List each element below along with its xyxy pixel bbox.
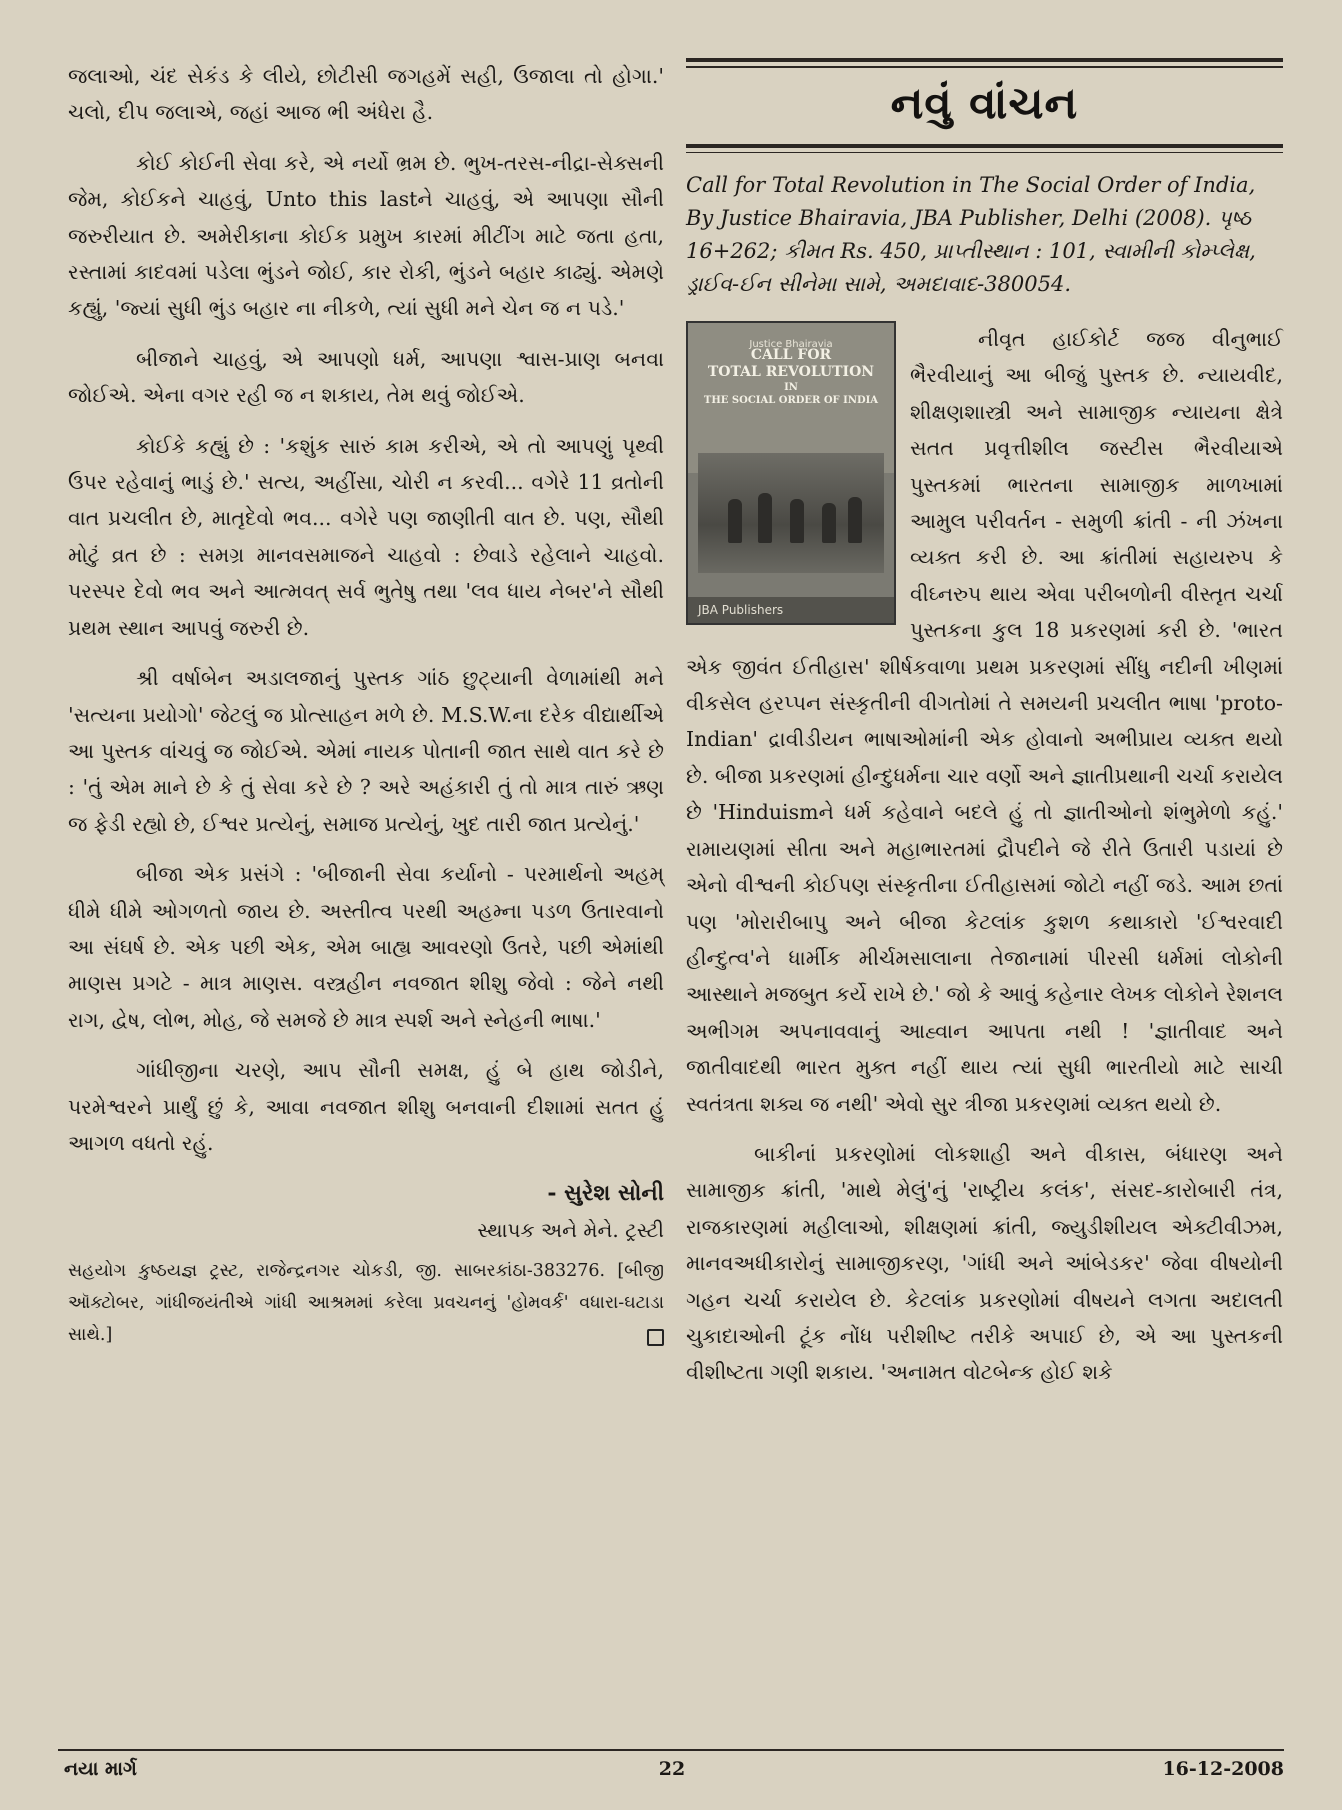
- cover-title-line: THE SOCIAL ORDER OF INDIA: [703, 395, 879, 406]
- cover-title-line: TOTAL REVOLUTION: [707, 364, 875, 380]
- author-signature: - સુરેશ સોની: [547, 1180, 664, 1207]
- end-of-article-box-icon: [647, 1329, 664, 1346]
- article-paragraph: બીજાને ચાહવું, એ આપણો ધર્મ, આપણા શ્વાસ-પ્રાણ બનવા જોઈએ. એના વગર રહી જ ન શકાય, તેમ થવું જોઈએ.: [68, 346, 664, 408]
- heading-rule-bottom: [686, 144, 1283, 148]
- footer-publication: નયા માર્ગ: [64, 1758, 137, 1780]
- review-paragraph: નીવૃત હાઈકોર્ટ જજ વીનુભાઈ ભૈરવીયાનું આ બીજું પુસ્તક છે. ન્યાયવીદ, શીક્ષણશાસ્ત્રી અને સામાજીક ન્યાયના ક્ષેત્રે સતત પ્રવૃત્તીશીલ જસ્ટીસ ભૈરવીયાએ પુસ્તકમાં ભારતના સામાજીક માળખામાં આમુલ પરીવર્તન - સમુળી ક્રાંતી - ની ઝંખના વ્યક્ત કરી છે. આ ક્રાંતીમાં સહાયરુપ કે વીઘ્નરુપ થાય એવા પરીબળોની વીસ્તૃત ચર્ચા પુસ્તકના કુલ 18 પ્રકરણમાં કરી છે. 'ભારત એક જીવંત ઈતીહાસ' શીર્ષકવાળા પ્રથમ પ્રકરણમાં સીંધુ નદીની ખીણમાં વીકસેલ હરપ્પન સંસ્કૃતીની વીગતોમાં તે સમયની પ્રચલીત ભાષા 'proto-Indian' દ્રાવીડીયન ભાષાઓમાંની એક હોવાનો અભીપ્રાય વ્યક્ત થયો છે. બીજા પ્રકરણમાં હીન્દુધર્મના ચાર વર્ણો અને જ્ઞાતીપ્રથાની ચર્ચા કરાયેલ છે 'Hinduismને ધર્મ કહેવાને બદલે હું તો જ્ઞાતીઓનો શંભુમેળો કહું.' રામાયણમાં સીતા અને મહાભારતમાં દ્રૌપદીને જે રીતે ઉતારી પડાયાં છે એનો વીશ્વની કોઈપણ સંસ્કૃતીના ઈતીહાસમાં જોટો નહીં જડે. આમ છતાં પણ 'મોરારીબાપુ અને બીજા કેટલાંક કુશળ કથાકારો 'ઈશ્વરવાદી હીન્દુત્વ'ને ધાર્મીક મીર્ચમસાલાના તેજાનામાં પીરસી ધર્મમાં લોકોની આસ્થાને મજબુત કર્યે રાખે છે.' જો કે આવું કહેનાર લેખક લોકોને રેશનલ અભીગમ અપનાવવાનું આહ્વાન આપતા નથી ! 'જ્ઞાતીવાદ અને જાતીવાદથી ભારત મુક્ત નહીં થાય ત્યાં સુધી ભારતીયો માટે સાચી સ્વતંત્રતા શક્ય જ નથી' એવો સુર ત્રીજા પ્રકરણમાં વ્યક્ત થયો છે.: [686, 327, 1283, 1116]
- author-role: સ્થાપક અને મેને. ટ્રસ્ટી: [477, 1218, 664, 1243]
- heading-rule-bottom-thin: [686, 152, 1283, 154]
- review-paragraph: બાકીનાં પ્રકરણોમાં લોકશાહી અને વીકાસ, બંધારણ અને સામાજીક ક્રાંતી, 'માથે મેલું'નું 'રાષ્ટ્રીય કલંક', સંસદ-કારોબારી તંત્ર, રાજકારણમાં મહીલાઓ, શીક્ષણમાં ક્રાંતી, જ્યુડીશીયલ એક્ટીવીઝમ, માનવઅધીકારોનું સામાજીકરણ, 'ગાંધી અને આંબેડકર' જેવા વીષયોની ગહન ચર્ચા કરાયેલ છે. કેટલાંક પ્રકરણોમાં વીષયને લગતા અદાલતી ચુકાદાઓની ટૂંક નોંધ પરીશીષ્ટ તરીકે અપાઈ છે, એ આ પુસ્તકની વીશીષ્ટતા ગણી શકાય. 'અનામત વોટબેન્ક હોઈ શકે: [686, 1141, 1283, 1385]
- article-paragraph: શ્રી વર્ષાબેન અડાલજાનું પુસ્તક ગાંઠ છુટ્યાની વેળામાંથી મને 'સત્યના પ્રયોગો' જેટલું જ પ્રોત્સાહન મળે છે. M.S.W.ના દરેક વીદ્યાર્થીએ આ પુસ્તક વાંચવું જ જોઈએ. એમાં નાયક પોતાની જાત સાથે વાત કરે છે : 'તું એમ માને છે કે તું સેવા કરે છે ? અરે અહંકારી તું તો માત્ર તારું ઋણ જ ફેડી રહ્યો છે, ઈશ્વર પ્રત્યેનું, સમાજ પ્રત્યેનું, ખુદ તારી જાત પ્રત્યેનું.': [68, 666, 664, 836]
- footer-rule: [58, 1749, 1284, 1751]
- cover-photo: [698, 453, 884, 573]
- cover-figure: [790, 499, 804, 543]
- cover-title-line: IN: [784, 382, 798, 393]
- book-cover-image: [686, 321, 896, 625]
- article-paragraph: ગાંધીજીના ચરણે, આપ સૌની સમક્ષ, હું બે હાથ જોડીને, પરમેશ્વરને પ્રાર્થું છું કે, આવા નવજાત શીશુ બનવાની દીશામાં સતત હું આગળ વધતો રહું.: [68, 1058, 664, 1155]
- cover-figure: [758, 493, 772, 543]
- article-paragraph: કોઈ કોઈની સેવા કરે, એ નર્યો ભ્રમ છે. ભુખ-તરસ-નીદ્રા-સેક્સની જેમ, કોઈકને ચાહવું, Unto this lastને ચાહવું, એ આપણા સૌની જરુરીયાત છે. અમેરીકાના કોઈક પ્રમુખ કારમાં મીટીંગ માટે જતા હતા, રસ્તામાં કાદવમાં પડેલા ભુંડને જોઈ, કાર રોકી, ભુંડને બહાર કાઢ્યું. એમણે કહ્યું, 'જ્યાં સુધી ભુંડ બહાર ના નીકળે, ત્યાં સુધી મને ચેન જ ન પડે.': [68, 150, 664, 321]
- footer-date: 16-12-2008: [1162, 1758, 1284, 1780]
- book-citation: Call for Total Revolution in The Social Order of India, By Justice Bhairavia, JBA Publisher, Delhi (2008). પૃષ્ઠ 16+262; કીમત Rs. 450, પ્રાપ્તીસ્થાન : 101, સ્વામીની કોમ્પ્લેક્ષ, ડ્રાઈવ-ઈન સીનેમા સામે, અમદાવાદ-380054.: [686, 173, 1256, 296]
- cover-title-line: CALL FOR: [750, 347, 832, 363]
- cover-author: Justice Bhairavia: [749, 339, 833, 350]
- cover-publisher: JBA Publishers: [688, 597, 894, 623]
- heading-rule-top: [686, 58, 1283, 62]
- footer-page-number: 22: [658, 1758, 686, 1780]
- article-paragraph: જલાઓ, ચંદ સેકંડ કે લીયે, છોટીસી જગહમેં સહી, ઉજાલા તો હોગા.' ચલો, દીપ જલાએ, જહાં આજ ભી અંધેરા હૈ.: [68, 64, 664, 125]
- cover-figure: [728, 499, 742, 543]
- footnote-text: સહયોગ કુષ્ઠયજ્ઞ ટ્રસ્ટ, રાજેન્દ્રનગર ચોકડી, જી. સાબરકાંઠા-383276. [બીજી ઑક્ટોબર, ગાંધીજયંતીએ ગાંધી આશ્રમમાં કરેલા પ્રવચનનું 'હોમવર્ક' વધારા-ઘટાડા સાથે.]: [68, 1261, 664, 1346]
- cover-title: [694, 347, 888, 407]
- author-footnote: [68, 1255, 664, 1351]
- right-column: [686, 58, 1283, 1405]
- section-heading: નવું વાંચન: [890, 77, 1079, 129]
- cover-figure: [822, 503, 836, 543]
- left-column: [68, 58, 664, 1351]
- article-paragraph: બીજા એક પ્રસંગે : 'બીજાની સેવા કર્યાનો - પરમાર્થનો અહમ્ ધીમે ધીમે ઓગળતો જાય છે. અસ્તીત્વ પરથી અહમ્ના પડળ ઉતારવાનો આ સંઘર્ષ છે. એક પછી એક, એમ બાહ્ય આવરણો ઉતરે, પછી એમાંથી માણસ પ્રગટે - માત્ર માણસ. વસ્ત્રહીન નવજાત શીશુ જેવો : જેને નથી રાગ, દ્વેષ, લોભ, મોહ, જે સમજે છે માત્ર સ્પર્શ અને સ્નેહની ભાષા.': [68, 862, 664, 1032]
- cover-figure: [848, 497, 862, 543]
- article-paragraph: કોઈકે કહ્યું છે : 'કશુંક સારું કામ કરીએ, એ તો આપણું પૃથ્વી ઉપર રહેવાનું ભાડું છે.' સત્ય, અહીંસા, ચોરી ન કરવી... વગેરે 11 વ્રતોની વાત પ્રચલીત છે, માતૃદેવો ભવ... વગેરે પણ જાણીતી વાત છે. પણ, સૌથી મોટું વ્રત છે : સમગ્ર માનવસમાજને ચાહવો : છેવાડે રહેલાને ચાહવો. પરસ્પર દેવો ભવ અને આત્મવત્ સર્વ ભુતેષુ તથા 'લવ ધાય નેબર'ને સૌથી પ્રથમ સ્થાન આપવું જરુરી છે.: [68, 433, 664, 640]
